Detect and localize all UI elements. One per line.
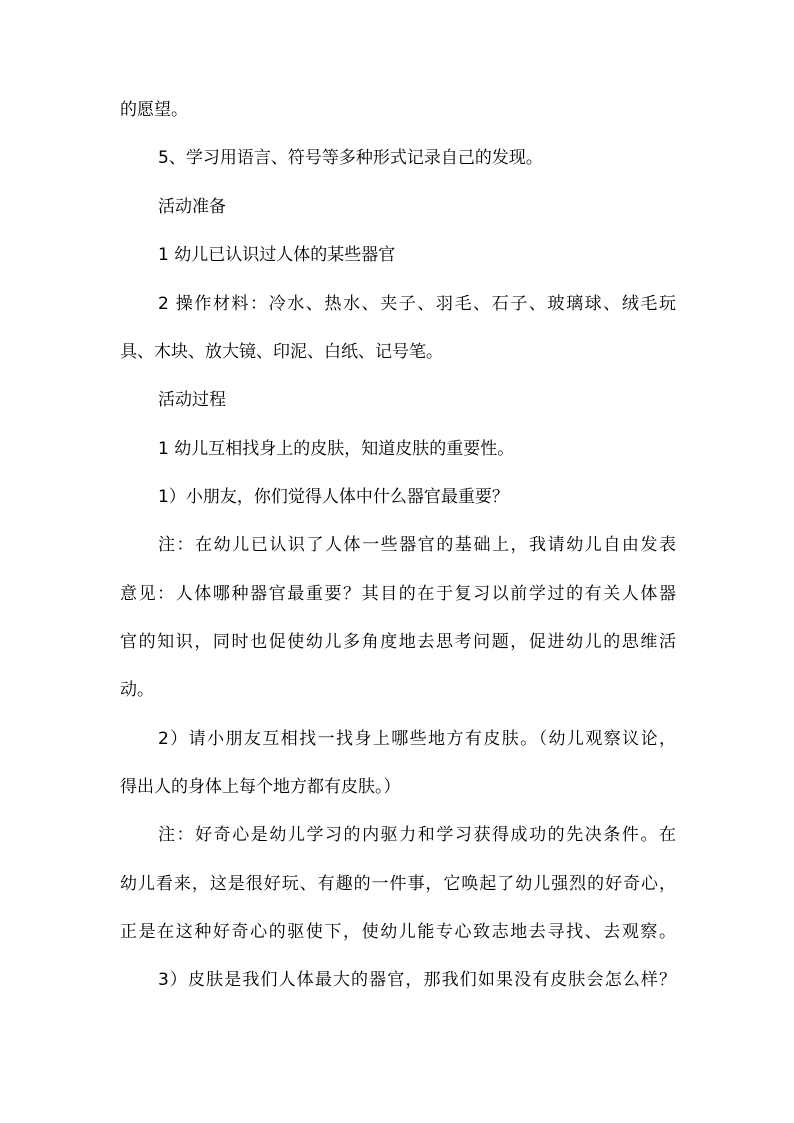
text-line: 幼儿看来，这是很好玩、有趣的一件事，它唤起了幼儿强烈的好奇心， — [120, 874, 676, 894]
text-line: 注：在幼儿已认识了人体一些器官的基础上，我请幼儿自由发表 — [158, 535, 676, 555]
text-line: 正是在这种好奇心的驱使下，使幼儿能专心致志地去寻找、去观察。 — [120, 922, 676, 942]
text-line: 1）小朋友，你们觉得人体中什么器官最重要？ — [158, 487, 509, 507]
text-line: 官的知识，同时也促使幼儿多角度地去思考问题，促进幼儿的思维活 — [120, 632, 676, 652]
text-line: 注：好奇心是幼儿学习的内驱力和学习获得成功的先决条件。在 — [158, 825, 676, 845]
section-heading: 活动准备 — [158, 197, 226, 217]
text-line: 具、木块、放大镜、印泥、白纸、记号笔。 — [120, 342, 443, 362]
text-line: 1 幼儿已认识过人体的某些器官 — [158, 245, 396, 265]
section-heading: 活动过程 — [158, 390, 226, 410]
text-line: 动。 — [120, 680, 154, 700]
text-line: 2 操作材料：冷水、热水、夹子、羽毛、石子、玻璃球、绒毛玩 — [158, 294, 676, 314]
text-line: 得出人的身体上每个地方都有皮肤。） — [120, 777, 401, 797]
text-line: 的愿望。 — [120, 100, 188, 120]
text-line: 5、学习用语言、符号等多种形式记录自己的发现。 — [158, 148, 543, 168]
text-line: 2）请小朋友互相找一找身上哪些地方有皮肤。（幼儿观察议论， — [158, 729, 676, 749]
text-line: 1 幼儿互相找身上的皮肤，知道皮肤的重要性。 — [158, 439, 515, 459]
text-line: 3）皮肤是我们人体最大的器官，那我们如果没有皮肤会怎么样？ — [158, 970, 676, 990]
text-line: 意见：人体哪种器官最重要？其目的在于复习以前学过的有关人体器 — [120, 584, 676, 604]
